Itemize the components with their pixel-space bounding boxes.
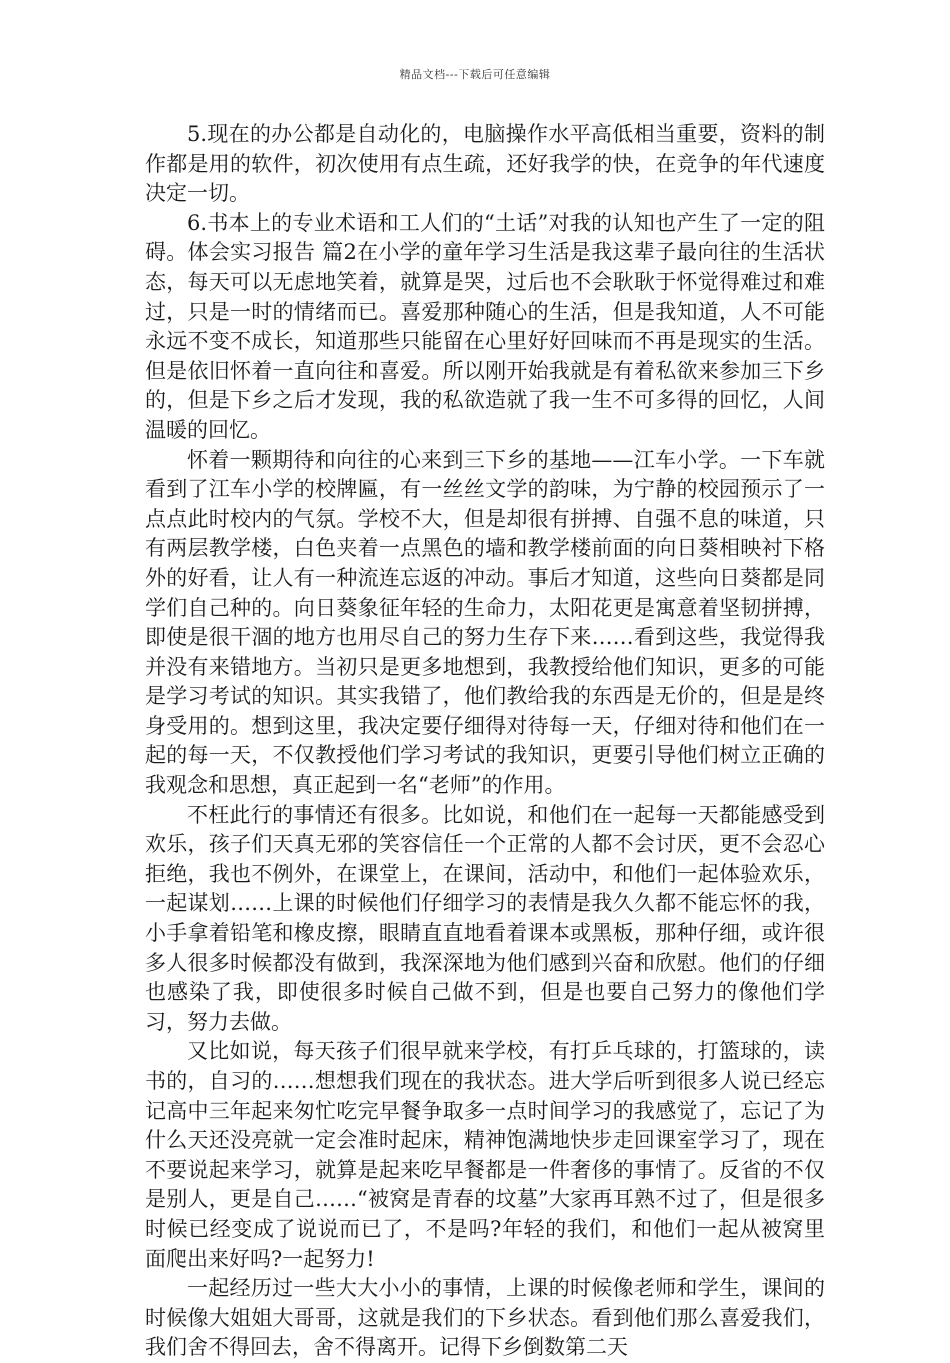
paragraph-3: 怀着一颗期待和向往的心来到三下乡的基地——江车小学。一下车就看到了江车小学的校牌匾，有一丝丝文学的韵味，为宁静的校园预示了一点点此时校内的气氛。学校不大，但是却很有拼搏、自强不息的味道，只有两层教学楼，白色夹着一点黑色的墙和教学楼前面的向日葵相映衬下格外的好看，让人有一种流连忘返的冲动。事后才知道，这些向日葵都是同学们自己种的。向日葵象征年轻的生命力，太阳花更是寓意着坚韧拼搏，即使是很干涸的地方也用尽自己的努力生存下来……看到这些，我觉得我并没有来错地方。当初只是更多地想到，我教授给他们知识，更多的可能是学习考试的知识。其实我错了，他们教给我的东西是无价的，但是是终身受用的。想到这里，我决定要仔细得对待每一天，仔细对待和他们在一起的每一天，不仅教授他们学习考试的我知识，更要引导他们树立正确的我观念和思想，真正起到一名“老师”的作用。 [145,447,825,798]
paragraph-5: 又比如说，每天孩子们很早就来学校，有打乒乓球的，打篮球的，读书的，自习的……想想我们现在的我状态。进大学后听到很多人说已经忘记高中三年起来匆忙吃完早餐争取多一点时间学习的我感觉了，忘记了为什么天还没亮就一定会准时起床，精神饱满地快步走回课室学习了，现在不要说起来学习，就算是起来吃早餐都是一件奢侈的事情了。反省的不仅是别人，更是自己……“被窝是青春的坟墓”大家再耳熟不过了，但是很多时候已经变成了说说而已了，不是吗?年轻的我们，和他们一起从被窝里面爬出来好吗?一起努力! [145,1039,825,1271]
page-header: 精品文档---下载后可任意编辑 [399,68,551,81]
paragraph-6: 一起经历过一些大大小小的事情，上课的时候像老师和学生，课间的时候像大姐姐大哥哥，这就是我们的下乡状态。看到他们那么喜爱我们，我们舍不得回去，舍不得离开。记得下乡倒数第二天 [145,1276,825,1360]
paragraph-2: 6.书本上的专业术语和工人们的“土话”对我的认知也产生了一定的阻碍。体会实习报告 篇2在小学的童年学习生活是我这辈子最向往的生活状态，每天可以无虑地笑着，就算是哭，过后也不会耿耿于怀觉得难过和难过，只是一时的情绪而已。喜爱那种随心的生活，但是我知道，人不可能永远不变不成长，知道那些只能留在心里好好回味而不再是现实的生活。但是依旧怀着一直向往和喜爱。所以刚开始我就是有着私欲来参加三下乡的，但是下乡之后才发现，我的私欲造就了我一生不可多得的回忆，人间温暖的回忆。 [145,210,825,442]
document-body [145,120,825,1363]
paragraph-1: 5.现在的办公都是自动化的，电脑操作水平高低相当重要，资料的制作都是用的软件，初次使用有点生疏，还好我学的快，在竞争的年代速度决定一切。 [145,122,825,206]
paragraph-4: 不枉此行的事情还有很多。比如说，和他们在一起每一天都能感受到欢乐，孩子们天真无邪的笑容信任一个正常的人都不会讨厌，更不会忍心拒绝，我也不例外，在课堂上，在课间，活动中，和他们一起体验欢乐，一起谋划……上课的时候他们仔细学习的表情是我久久都不能忘怀的我，小手拿着铅笔和橡皮擦，眼睛直直地看着课本或黑板，那种仔细，或许很多人很多时候都没有做到，我深深地为他们感到兴奋和欣慰。他们的仔细也感染了我，即使很多时候自己做不到，但是也要自己努力的像他们学习，努力去做。 [145,802,825,1034]
